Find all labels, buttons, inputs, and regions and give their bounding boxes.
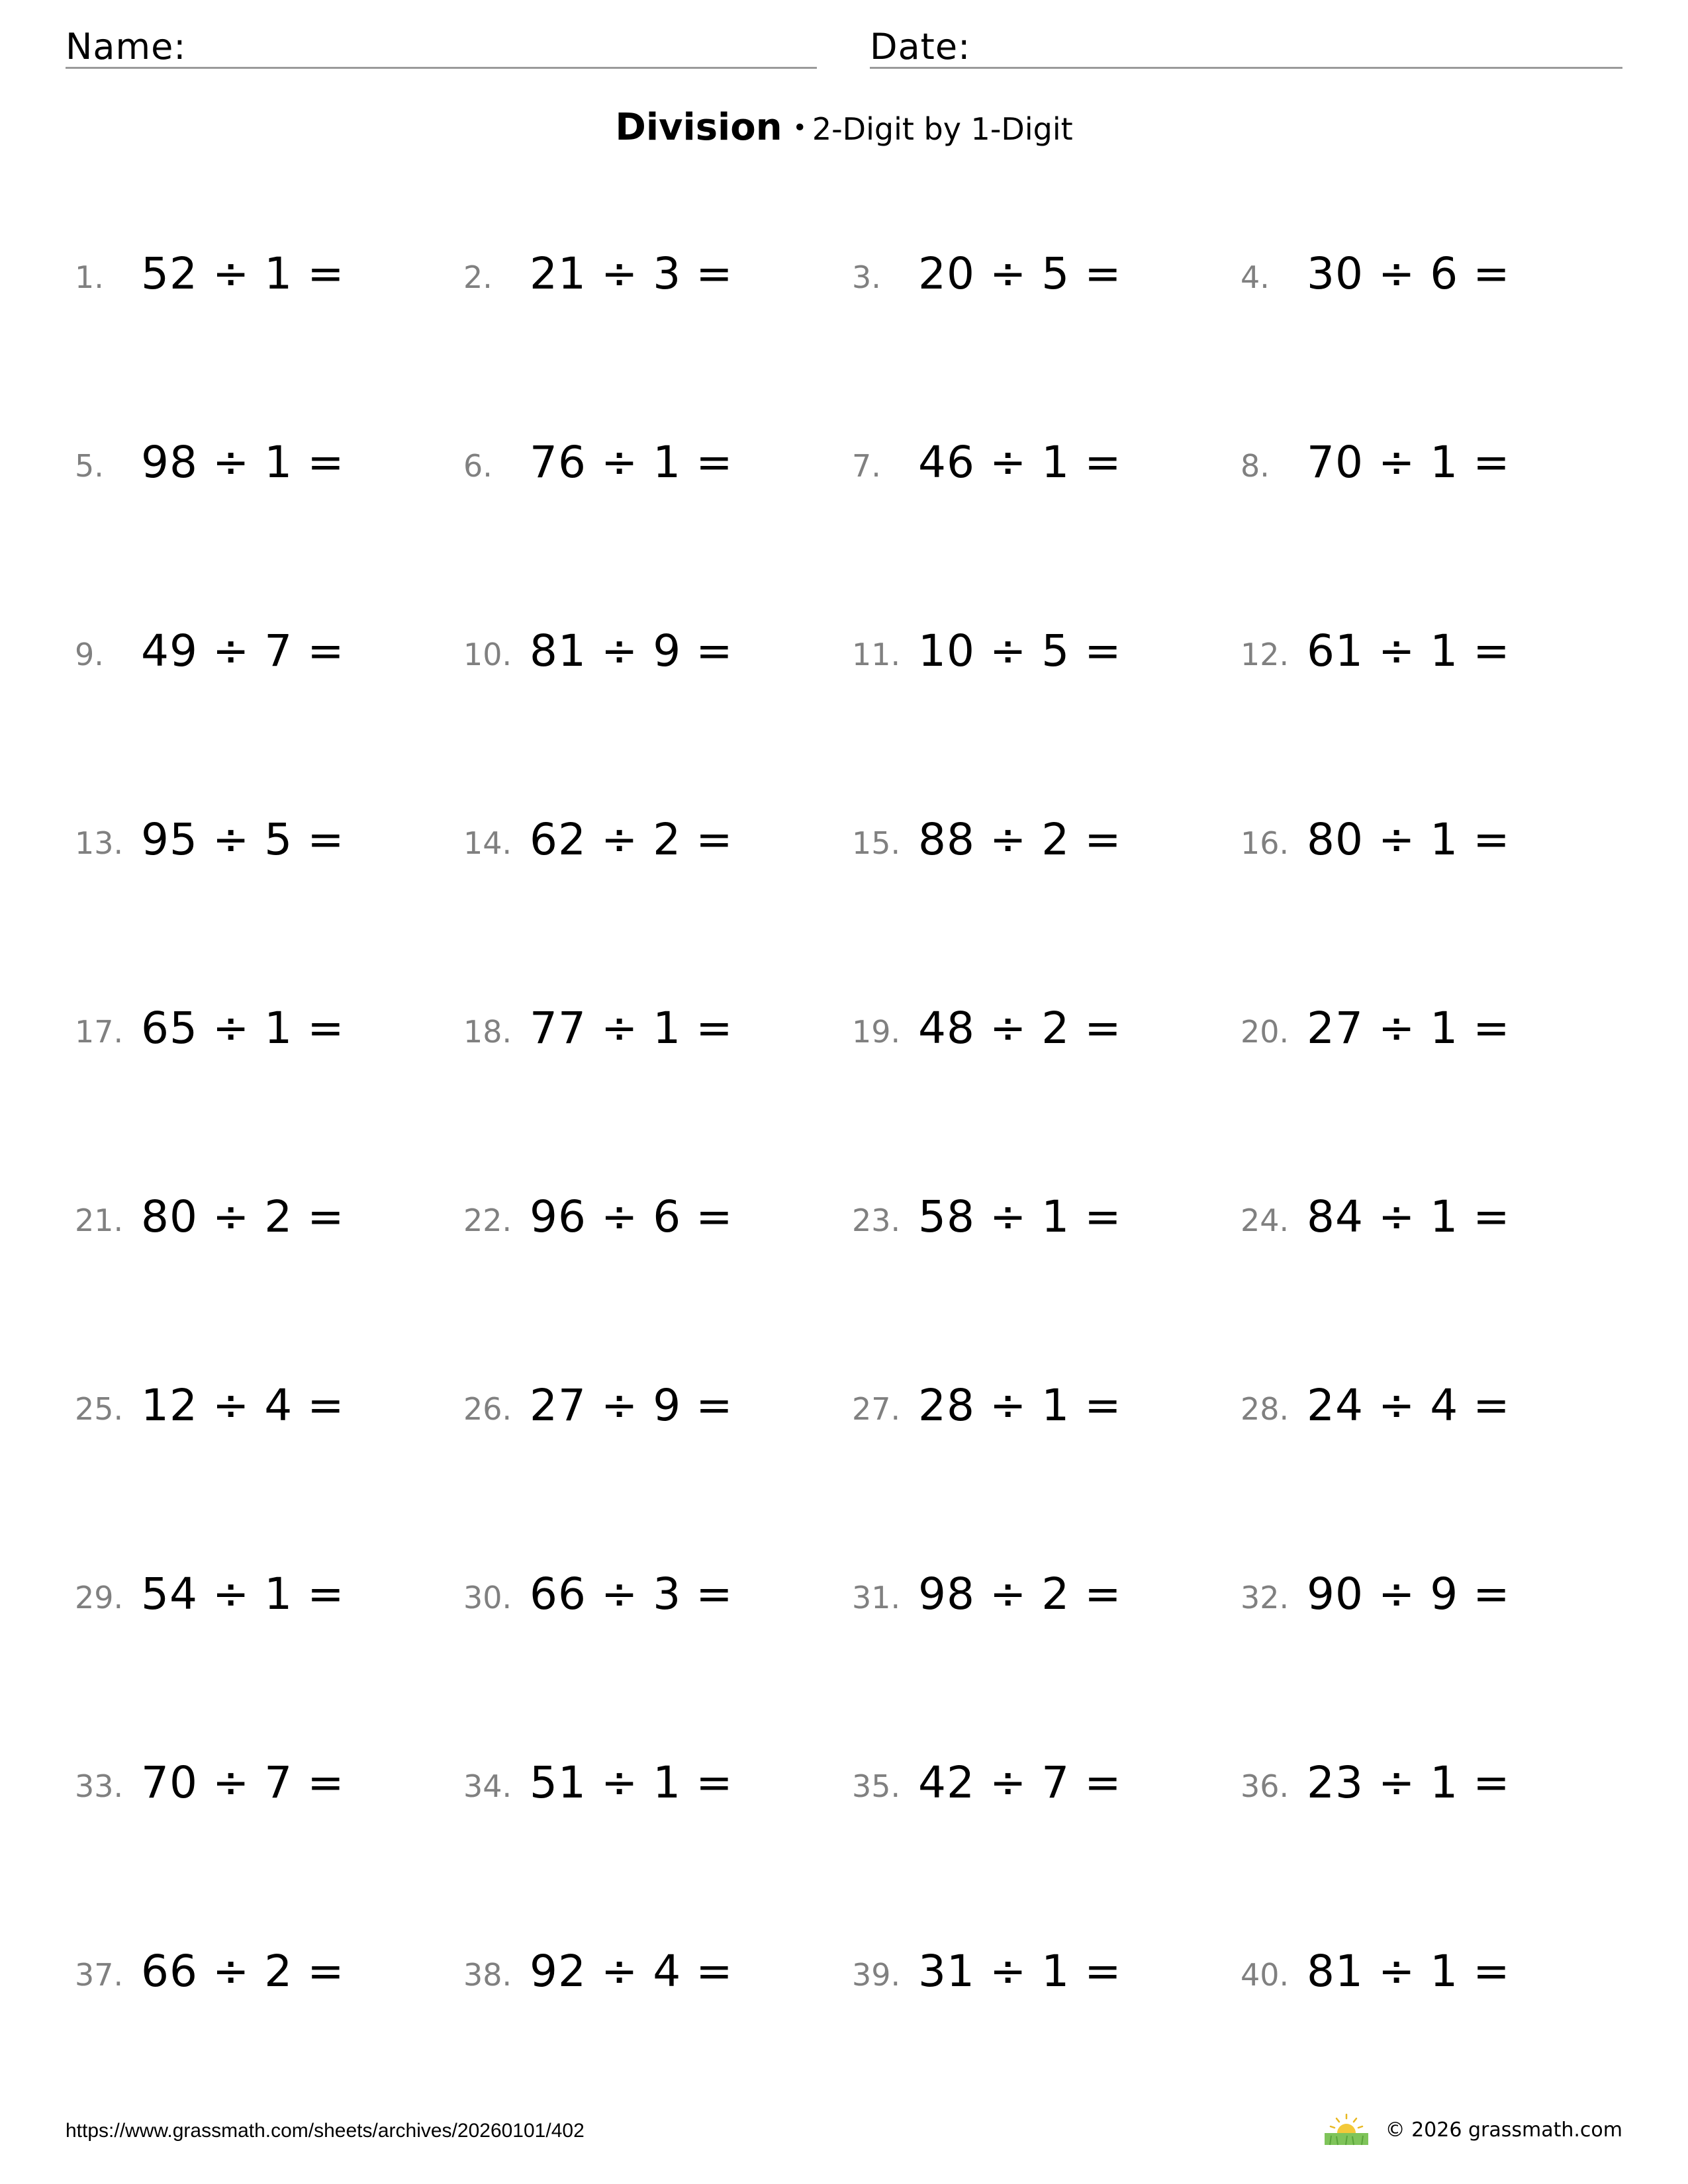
problem-number: 18. [463, 1014, 512, 1050]
problem-number: 23. [852, 1203, 901, 1238]
problem-item [463, 1942, 834, 2002]
problem-item [852, 811, 1223, 870]
problem-expression: 58 ÷ 1 = [918, 1191, 1122, 1242]
problem-expression: 31 ÷ 1 = [918, 1946, 1122, 1997]
problem-item [75, 245, 445, 304]
problem-item [75, 1942, 445, 2002]
problem-number: 7. [852, 448, 881, 484]
problem-expression: 24 ÷ 4 = [1307, 1380, 1511, 1431]
footer-brand [1323, 2113, 1622, 2146]
problem-item [1241, 811, 1611, 870]
footer-url[interactable]: https://www.grassmath.com/sheets/archives/20260101/402 [66, 2120, 585, 2142]
problem-item [463, 622, 834, 682]
problem-expression: 70 ÷ 1 = [1307, 437, 1511, 488]
problem-expression: 54 ÷ 1 = [141, 1569, 345, 1619]
title-main: Division [615, 106, 782, 149]
problem-item [852, 1942, 1223, 2002]
problem-number: 6. [463, 448, 492, 484]
problem-item [75, 811, 445, 870]
problem-item [852, 1754, 1223, 1813]
date-label: Date: [870, 26, 971, 68]
problem-number: 20. [1241, 1014, 1289, 1050]
problem-expression: 92 ÷ 4 = [530, 1946, 733, 1997]
problem-expression: 81 ÷ 9 = [530, 625, 733, 676]
problem-number: 32. [1241, 1580, 1289, 1615]
problem-expression: 77 ÷ 1 = [530, 1003, 733, 1054]
title-subtitle: 2-Digit by 1-Digit [812, 111, 1073, 147]
problem-number: 24. [1241, 1203, 1289, 1238]
problem-expression: 80 ÷ 2 = [141, 1191, 345, 1242]
problem-expression: 52 ÷ 1 = [141, 248, 345, 299]
problem-expression: 81 ÷ 1 = [1307, 1946, 1511, 1997]
problem-expression: 12 ÷ 4 = [141, 1380, 345, 1431]
problem-expression: 27 ÷ 1 = [1307, 1003, 1511, 1054]
footer-copyright: © 2026 grassmath.com [1385, 2118, 1622, 2142]
problem-item [852, 433, 1223, 493]
problem-number: 3. [852, 259, 881, 295]
problem-number: 37. [75, 1957, 124, 1993]
problem-expression: 46 ÷ 1 = [918, 437, 1122, 488]
problem-expression: 28 ÷ 1 = [918, 1380, 1122, 1431]
problem-expression: 80 ÷ 1 = [1307, 814, 1511, 865]
sun-over-grass-icon [1323, 2113, 1370, 2146]
problem-item [1241, 1754, 1611, 1813]
problem-expression: 98 ÷ 1 = [141, 437, 345, 488]
title-separator: • [792, 114, 807, 142]
problem-number: 11. [852, 637, 901, 672]
problem-item [463, 1188, 834, 1248]
problem-item [1241, 1377, 1611, 1436]
problem-item [1241, 245, 1611, 304]
problem-expression: 23 ÷ 1 = [1307, 1757, 1511, 1808]
problem-item [1241, 999, 1611, 1059]
problem-number: 31. [852, 1580, 901, 1615]
problem-expression: 98 ÷ 2 = [918, 1569, 1122, 1619]
problem-expression: 65 ÷ 1 = [141, 1003, 345, 1054]
problem-item [463, 999, 834, 1059]
problem-item [1241, 1565, 1611, 1625]
problem-number: 29. [75, 1580, 124, 1615]
problem-number: 35. [852, 1768, 901, 1804]
problem-number: 39. [852, 1957, 901, 1993]
problem-number: 28. [1241, 1391, 1289, 1427]
problem-number: 19. [852, 1014, 901, 1050]
problem-item [1241, 433, 1611, 493]
problem-item [75, 1754, 445, 1813]
problem-number: 5. [75, 448, 104, 484]
problem-expression: 49 ÷ 7 = [141, 625, 345, 676]
problem-expression: 96 ÷ 6 = [530, 1191, 733, 1242]
problem-number: 21. [75, 1203, 124, 1238]
problem-expression: 66 ÷ 3 = [530, 1569, 733, 1619]
problem-item [463, 1377, 834, 1436]
problem-expression: 90 ÷ 9 = [1307, 1569, 1511, 1619]
problem-number: 26. [463, 1391, 512, 1427]
problem-item [75, 1188, 445, 1248]
problem-expression: 51 ÷ 1 = [530, 1757, 733, 1808]
problem-expression: 27 ÷ 9 = [530, 1380, 733, 1431]
problem-number: 38. [463, 1957, 512, 1993]
problem-number: 12. [1241, 637, 1289, 672]
problem-number: 17. [75, 1014, 124, 1050]
problem-number: 40. [1241, 1957, 1289, 1993]
problem-item [852, 999, 1223, 1059]
problem-item [463, 433, 834, 493]
problem-number: 1. [75, 259, 104, 295]
problem-number: 13. [75, 825, 124, 861]
problem-expression: 70 ÷ 7 = [141, 1757, 345, 1808]
problem-number: 10. [463, 637, 512, 672]
problem-item [75, 999, 445, 1059]
problem-number: 9. [75, 637, 104, 672]
problem-number: 36. [1241, 1768, 1289, 1804]
problem-item [75, 1377, 445, 1436]
problem-item [75, 622, 445, 682]
problem-expression: 61 ÷ 1 = [1307, 625, 1511, 676]
problem-number: 2. [463, 259, 492, 295]
problem-expression: 95 ÷ 5 = [141, 814, 345, 865]
problem-expression: 76 ÷ 1 = [530, 437, 733, 488]
problem-item [1241, 1942, 1611, 2002]
problem-item [463, 1565, 834, 1625]
problem-number: 15. [852, 825, 901, 861]
problem-item [463, 1754, 834, 1813]
problem-item [1241, 622, 1611, 682]
problem-expression: 10 ÷ 5 = [918, 625, 1122, 676]
problem-expression: 21 ÷ 3 = [530, 248, 733, 299]
problem-item [852, 245, 1223, 304]
problem-number: 16. [1241, 825, 1289, 861]
problem-item [1241, 1188, 1611, 1248]
problem-number: 30. [463, 1580, 512, 1615]
problem-expression: 66 ÷ 2 = [141, 1946, 345, 1997]
problem-item [852, 1565, 1223, 1625]
problem-item [75, 1565, 445, 1625]
problem-item [852, 1188, 1223, 1248]
problem-item [852, 1377, 1223, 1436]
problem-number: 25. [75, 1391, 124, 1427]
problem-number: 34. [463, 1768, 512, 1804]
problem-number: 33. [75, 1768, 124, 1804]
problem-expression: 30 ÷ 6 = [1307, 248, 1511, 299]
problem-expression: 62 ÷ 2 = [530, 814, 733, 865]
problem-item [463, 811, 834, 870]
problem-expression: 88 ÷ 2 = [918, 814, 1122, 865]
problem-expression: 42 ÷ 7 = [918, 1757, 1122, 1808]
problem-number: 8. [1241, 448, 1270, 484]
problem-item [75, 433, 445, 493]
problem-number: 27. [852, 1391, 901, 1427]
problem-item [463, 245, 834, 304]
problem-expression: 48 ÷ 2 = [918, 1003, 1122, 1054]
problem-number: 4. [1241, 259, 1270, 295]
problem-expression: 84 ÷ 1 = [1307, 1191, 1511, 1242]
problem-item [852, 622, 1223, 682]
problem-number: 22. [463, 1203, 512, 1238]
name-label: Name: [66, 26, 187, 68]
problem-expression: 20 ÷ 5 = [918, 248, 1122, 299]
problem-number: 14. [463, 825, 512, 861]
